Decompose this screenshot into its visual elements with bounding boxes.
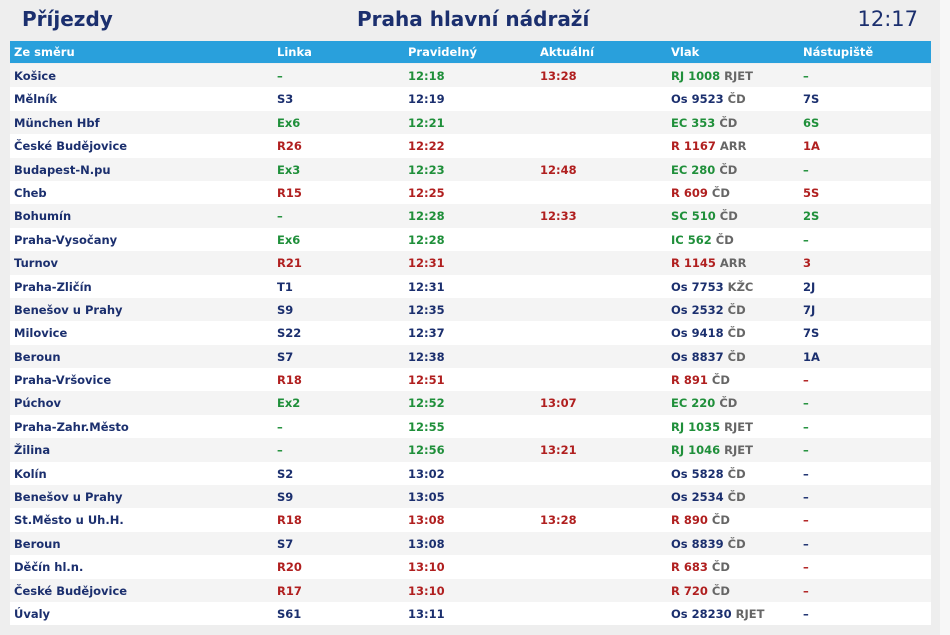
- current-time: 12:17: [857, 7, 918, 31]
- row-from: Úvaly: [14, 606, 51, 621]
- train-operator: ČD: [711, 513, 730, 528]
- train-operator: ČD: [727, 92, 746, 107]
- row-line: Ex3: [277, 162, 301, 177]
- train-number: EC 220: [671, 396, 716, 411]
- row-line: –: [277, 443, 283, 458]
- train-number: Os 9523: [671, 92, 724, 107]
- table-row: [10, 579, 931, 602]
- row-train: [671, 490, 746, 504]
- row-from: Púchov: [14, 396, 62, 411]
- train-operator: ČD: [719, 162, 738, 177]
- table-row: [10, 64, 931, 87]
- row-from: Turnov: [14, 256, 59, 271]
- row-scheduled: 12:21: [408, 115, 445, 130]
- row-line: S7: [277, 349, 294, 364]
- train-operator: ČD: [727, 326, 746, 341]
- row-platform: –: [803, 396, 809, 411]
- train-operator: ČD: [727, 536, 746, 551]
- table-row: [10, 485, 931, 508]
- table-row: [10, 251, 931, 274]
- row-scheduled: 12:23: [408, 162, 445, 177]
- row-platform: 7S: [803, 326, 820, 341]
- row-scheduled: 12:18: [408, 69, 445, 83]
- row-scheduled: 12:31: [408, 279, 445, 294]
- train-operator: RJET: [724, 443, 754, 458]
- station-name: Praha hlavní nádraží: [357, 7, 590, 31]
- row-train: [671, 233, 734, 247]
- train-number: R 1145: [671, 256, 716, 271]
- row-line: S61: [277, 606, 302, 621]
- row-scheduled: 13:10: [408, 560, 445, 575]
- train-operator: ČD: [719, 396, 738, 411]
- train-operator: ČD: [711, 560, 730, 575]
- row-train: [671, 186, 730, 200]
- table-row: [10, 532, 931, 555]
- row-train: [671, 350, 746, 364]
- row-line: R18: [277, 513, 302, 528]
- arrivals-list: [10, 64, 931, 625]
- row-line: S7: [277, 536, 294, 551]
- row-from: České Budějovice: [14, 583, 128, 598]
- table-row: [10, 602, 931, 625]
- row-scheduled: 13:05: [408, 490, 445, 505]
- train-operator: ČD: [727, 490, 746, 505]
- row-from: Kolín: [14, 466, 47, 481]
- table-row: [10, 158, 931, 181]
- train-number: Os 5828: [671, 466, 724, 481]
- row-train: [671, 92, 746, 106]
- row-scheduled: 12:51: [408, 373, 445, 388]
- row-scheduled: 12:19: [408, 92, 445, 107]
- row-platform: –: [803, 232, 809, 247]
- train-number: IC 562: [671, 232, 712, 247]
- table-row: [10, 462, 931, 485]
- train-number: R 890: [671, 513, 708, 528]
- row-line: –: [277, 69, 283, 83]
- row-scheduled: 13:02: [408, 466, 445, 481]
- row-scheduled: 13:11: [408, 606, 445, 621]
- train-number: EC 280: [671, 162, 716, 177]
- table-row: [10, 508, 931, 531]
- row-train: [671, 163, 737, 177]
- row-platform: –: [803, 490, 809, 505]
- row-line: R20: [277, 560, 302, 575]
- row-scheduled: 12:35: [408, 302, 445, 317]
- train-operator: ARR: [719, 139, 747, 154]
- row-line: S9: [277, 302, 294, 317]
- board-header: [0, 0, 950, 40]
- row-actual: 13:28: [540, 513, 577, 528]
- row-from: Benešov u Prahy: [14, 490, 123, 505]
- table-row: [10, 391, 931, 414]
- row-actual: 12:48: [540, 162, 577, 177]
- row-line: R21: [277, 256, 302, 271]
- train-number: SC 510: [671, 209, 716, 224]
- train-number: Os 8837: [671, 349, 724, 364]
- row-train: [671, 467, 746, 481]
- train-operator: ČD: [727, 349, 746, 364]
- row-line: R17: [277, 583, 302, 598]
- row-from: Děčín hl.n.: [14, 560, 84, 575]
- table-row: [10, 415, 931, 438]
- row-from: Milovice: [14, 326, 68, 341]
- row-platform: –: [803, 443, 809, 458]
- row-scheduled: 12:37: [408, 326, 445, 341]
- train-number: Os 8839: [671, 536, 724, 551]
- row-line: R26: [277, 139, 302, 154]
- row-train: [671, 443, 753, 457]
- column-header-from: Ze směru: [14, 45, 75, 59]
- train-number: RJ 1008: [671, 69, 721, 83]
- table-row: [10, 275, 931, 298]
- row-platform: 5S: [803, 185, 820, 200]
- train-number: Os 2534: [671, 490, 724, 505]
- row-platform: –: [803, 466, 809, 481]
- row-platform: –: [803, 606, 809, 621]
- train-operator: RJET: [724, 419, 754, 434]
- row-train: [671, 607, 765, 621]
- row-train: [671, 116, 737, 130]
- row-line: –: [277, 419, 283, 434]
- row-platform: 1A: [803, 349, 820, 364]
- train-operator: ČD: [711, 185, 730, 200]
- row-scheduled: 12:56: [408, 443, 445, 458]
- row-scheduled: 13:10: [408, 583, 445, 598]
- row-train: [671, 396, 737, 410]
- row-actual: 12:33: [540, 209, 577, 224]
- train-operator: KŽC: [727, 279, 754, 294]
- row-from: Košice: [14, 69, 57, 83]
- row-scheduled: 12:25: [408, 185, 445, 200]
- train-operator: ČD: [727, 302, 746, 317]
- train-operator: RJET: [724, 69, 754, 83]
- column-header-scheduled: Pravidelný: [408, 45, 477, 59]
- row-platform: 3: [803, 256, 812, 271]
- train-number: EC 353: [671, 115, 716, 130]
- train-operator: ČD: [719, 209, 738, 224]
- table-row: [10, 204, 931, 227]
- row-train: [671, 280, 753, 294]
- row-scheduled: 13:08: [408, 536, 445, 551]
- row-actual: 13:21: [540, 443, 577, 458]
- row-train: [671, 139, 747, 153]
- row-from: Bohumín: [14, 209, 72, 224]
- row-actual: 13:07: [540, 396, 577, 411]
- table-row: [10, 298, 931, 321]
- table-row: [10, 438, 931, 461]
- train-number: R 1167: [671, 139, 716, 154]
- train-number: R 720: [671, 583, 708, 598]
- train-operator: ČD: [715, 232, 734, 247]
- row-platform: –: [803, 69, 809, 83]
- table-row: [10, 555, 931, 578]
- train-operator: RJET: [735, 606, 765, 621]
- row-from: Mělník: [14, 92, 57, 107]
- row-from: Beroun: [14, 536, 61, 551]
- row-from: München Hbf: [14, 115, 100, 130]
- row-platform: –: [803, 162, 809, 177]
- table-row: [10, 181, 931, 204]
- row-platform: 2J: [803, 279, 816, 294]
- row-train: [671, 584, 730, 598]
- table-row: [10, 228, 931, 251]
- page-edge: [940, 0, 950, 635]
- row-platform: 6S: [803, 115, 820, 130]
- row-from: Praha-Vysočany: [14, 232, 118, 247]
- train-operator: ČD: [719, 115, 738, 130]
- row-platform: 2S: [803, 209, 820, 224]
- row-platform: 7S: [803, 92, 820, 107]
- row-train: [671, 256, 747, 270]
- row-from: Praha-Zličín: [14, 279, 92, 294]
- table-row: [10, 321, 931, 344]
- row-line: R15: [277, 185, 302, 200]
- row-line: T1: [277, 279, 293, 294]
- row-line: S9: [277, 490, 294, 505]
- row-from: Praha-Vršovice: [14, 373, 112, 388]
- row-train: [671, 303, 746, 317]
- row-platform: –: [803, 419, 809, 434]
- train-operator: ČD: [711, 373, 730, 388]
- row-from: Žilina: [14, 443, 51, 458]
- row-line: Ex2: [277, 396, 301, 411]
- row-line: Ex6: [277, 115, 301, 130]
- table-row: [10, 345, 931, 368]
- train-number: R 609: [671, 185, 708, 200]
- column-header-platform: Nástupiště: [803, 45, 874, 59]
- row-train: [671, 420, 753, 434]
- row-platform: –: [803, 373, 809, 388]
- row-platform: –: [803, 513, 809, 528]
- row-from: Budapest-N.pu: [14, 162, 111, 177]
- train-number: RJ 1046: [671, 443, 721, 458]
- row-line: S3: [277, 92, 294, 107]
- row-line: S2: [277, 466, 294, 481]
- train-number: Os 28230: [671, 606, 732, 621]
- table-row: [10, 111, 931, 134]
- row-platform: –: [803, 536, 809, 551]
- row-from: St.Město u Uh.H.: [14, 513, 124, 528]
- row-train: [671, 513, 730, 527]
- train-operator: ARR: [719, 256, 747, 271]
- train-operator: ČD: [727, 466, 746, 481]
- row-train: [671, 209, 738, 223]
- train-number: Os 7753: [671, 279, 724, 294]
- row-from: Cheb: [14, 185, 47, 200]
- row-from: Benešov u Prahy: [14, 302, 123, 317]
- row-platform: 1A: [803, 139, 820, 154]
- table-row: [10, 368, 931, 391]
- row-from: České Budějovice: [14, 139, 128, 154]
- row-line: R18: [277, 373, 302, 388]
- row-from: Praha-Zahr.Město: [14, 419, 129, 434]
- row-line: S22: [277, 326, 302, 341]
- column-header-line: Linka: [277, 45, 312, 59]
- row-line: –: [277, 209, 283, 224]
- column-header-actual: Aktuální: [540, 45, 595, 59]
- row-scheduled: 12:28: [408, 209, 445, 224]
- train-number: Os 9418: [671, 326, 724, 341]
- row-scheduled: 12:22: [408, 139, 445, 154]
- row-train: [671, 373, 730, 387]
- row-platform: –: [803, 583, 809, 598]
- row-train: [671, 537, 746, 551]
- train-number: RJ 1035: [671, 419, 721, 434]
- train-number: R 891: [671, 373, 708, 388]
- row-scheduled: 12:28: [408, 232, 445, 247]
- row-scheduled: 12:52: [408, 396, 445, 411]
- row-line: Ex6: [277, 232, 301, 247]
- column-header-bar: [10, 41, 931, 63]
- row-actual: 13:28: [540, 69, 577, 83]
- row-from: Beroun: [14, 349, 61, 364]
- row-train: [671, 326, 746, 340]
- board-title: Příjezdy: [22, 7, 113, 31]
- row-platform: 7J: [803, 302, 816, 317]
- row-train: [671, 69, 753, 83]
- row-train: [671, 560, 730, 574]
- row-scheduled: 12:55: [408, 419, 445, 434]
- table-row: [10, 134, 931, 157]
- row-scheduled: 12:38: [408, 349, 445, 364]
- row-scheduled: 12:31: [408, 256, 445, 271]
- column-header-train: Vlak: [671, 45, 700, 59]
- train-number: R 683: [671, 560, 708, 575]
- row-scheduled: 13:08: [408, 513, 445, 528]
- train-operator: ČD: [711, 583, 730, 598]
- train-number: Os 2532: [671, 302, 724, 317]
- row-platform: –: [803, 560, 809, 575]
- table-row: [10, 87, 931, 110]
